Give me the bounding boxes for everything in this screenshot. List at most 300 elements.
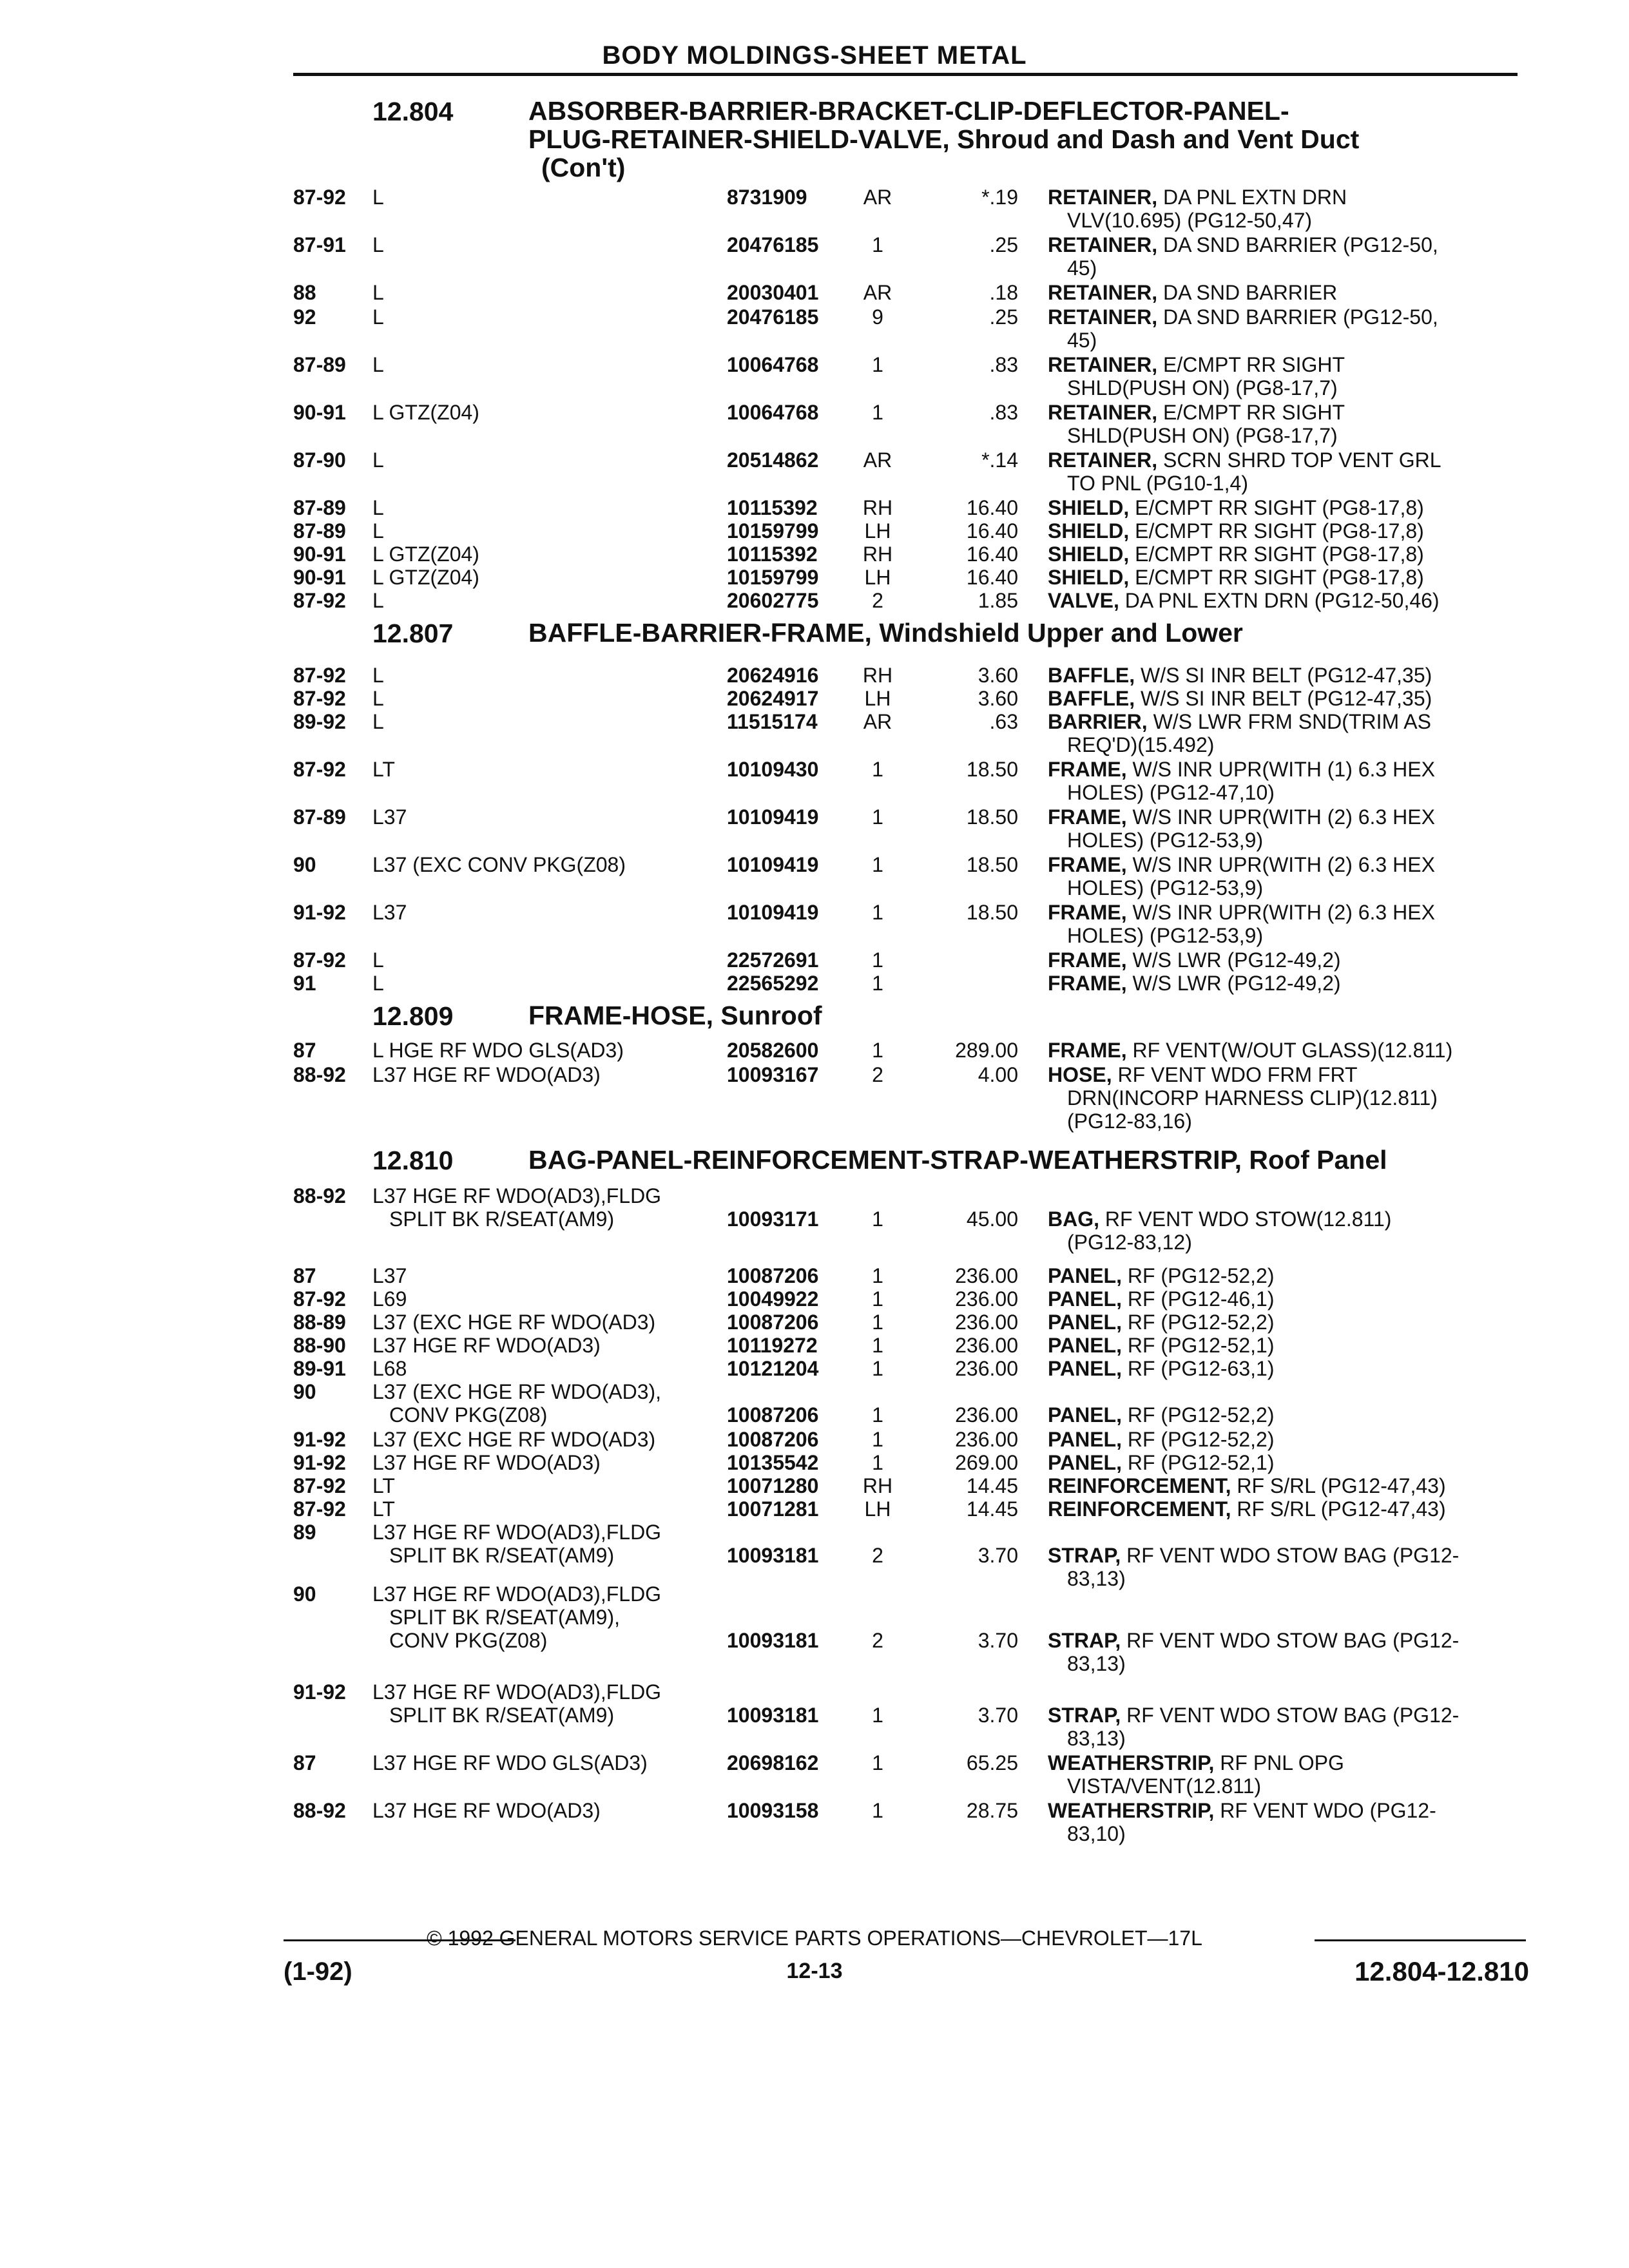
footer-date-code: (1-92) [284,1957,352,1986]
part-number: 10109430 [727,758,819,781]
part-number: 20624916 [727,664,819,687]
model-years: 87-92 [293,1474,346,1497]
description-name: REINFORCEMENT, [1048,1474,1231,1497]
part-number: 10093171 [727,1207,819,1231]
description-name: PANEL, [1048,1403,1122,1427]
description-name: FRAME, [1048,1039,1127,1062]
description-name: FRAME, [1048,758,1127,781]
vehicle-line [372,710,384,733]
vehicle-line-text: LT [372,1497,395,1521]
description-line: SHLD(PUSH ON) (PG8-17,7) [1067,376,1338,399]
quantity: 1 [872,758,883,781]
vehicle-line [372,1799,601,1822]
price: .63 [989,710,1018,733]
vehicle-line [372,1039,624,1062]
model-years: 88-92 [293,1063,346,1086]
part-number: 20030401 [727,281,819,304]
description [1048,853,1435,899]
description [1048,353,1345,399]
vehicle-line [372,1497,395,1521]
vehicle-line [372,589,384,612]
description [1048,805,1435,852]
description [1048,1039,1452,1062]
vehicle-line-text: L37 [372,1264,407,1287]
description-name: PANEL, [1048,1311,1122,1334]
model-years: 90 [293,853,316,876]
description-name: STRAP, [1048,1704,1121,1727]
model-years: 87-89 [293,496,346,519]
vehicle-line-text: SPLIT BK R/SEAT(AM9) [389,1704,615,1727]
part-number: 11515174 [727,710,818,733]
description-line: RETAINER, DA SND BARRIER (PG12-50, [1048,305,1438,329]
model-years: 87-92 [293,948,346,972]
quantity: 1 [872,1264,883,1287]
price: 3.70 [978,1704,1018,1727]
part-number: 20476185 [727,233,819,256]
vehicle-line [372,566,479,589]
vehicle-line-text: L37 (EXC HGE RF WDO(AD3), [372,1380,662,1403]
model-years: 88 [293,281,316,304]
vehicle-line-text: L [372,281,384,304]
vehicle-line-text: SPLIT BK R/SEAT(AM9) [389,1544,615,1567]
model-years: 91-92 [293,901,346,924]
model-years: 89 [293,1521,316,1544]
part-number: 10071281 [727,1497,819,1521]
description-name: RETAINER, [1048,448,1158,472]
vehicle-line [372,401,479,424]
model-years: 91-92 [293,1451,346,1474]
vehicle-line-text: L37 HGE RF WDO GLS(AD3) [372,1751,648,1774]
vehicle-line-text: L37 (EXC HGE RF WDO(AD3) [372,1311,656,1334]
section-number: 12.804 [372,97,454,126]
description-name: FRAME, [1048,901,1127,924]
vehicle-line-text: L37 HGE RF WDO(AD3) [372,1063,601,1086]
quantity: RH [862,1474,893,1497]
description-name: HOSE, [1048,1063,1112,1086]
description-name: BAFFLE, [1048,664,1135,687]
description-line: PANEL, RF (PG12-52,1) [1048,1334,1275,1357]
section-number: 12.810 [372,1146,454,1175]
description-line: BARRIER, W/S LWR FRM SND(TRIM AS [1048,710,1431,733]
price: 3.70 [978,1544,1018,1567]
price: 28.75 [966,1799,1018,1822]
description [1048,589,1440,612]
description-line: HOLES) (PG12-47,10) [1067,781,1275,804]
vehicle-line-text: L [372,496,384,519]
model-years: 87-89 [293,353,346,376]
description-line: HOLES) (PG12-53,9) [1067,829,1264,852]
description [1048,1497,1446,1521]
description [1048,710,1431,756]
price: 236.00 [955,1334,1018,1357]
part-number: 10109419 [727,805,819,829]
price: 3.70 [978,1629,1018,1652]
description [1048,305,1438,352]
vehicle-line [372,519,384,543]
description-name: BARRIER, [1048,710,1148,733]
price: 16.40 [966,519,1018,543]
description-name: FRAME, [1048,972,1127,995]
model-years: 88-92 [293,1184,346,1207]
model-years: 88-90 [293,1334,346,1357]
description-name: RETAINER, [1048,305,1158,329]
description-line: PANEL, RF (PG12-52,2) [1048,1428,1275,1451]
vehicle-line-text: L37 (EXC HGE RF WDO(AD3) [372,1428,656,1451]
model-years: 89-91 [293,1357,346,1380]
price: 16.40 [966,543,1018,566]
price: .83 [989,353,1018,376]
description [1048,186,1347,232]
description [1048,1287,1274,1311]
description-name: BAFFLE, [1048,687,1135,710]
model-years: 87 [293,1039,316,1062]
description [1048,1334,1274,1357]
price: 236.00 [955,1311,1018,1334]
part-number: 20624917 [727,687,819,710]
description [1048,496,1424,519]
vehicle-line-text: L37 HGE RF WDO(AD3),FLDG [372,1184,662,1207]
vehicle-line [372,1264,407,1287]
description [1048,1474,1446,1497]
description-line: (PG12-83,12) [1067,1231,1192,1254]
vehicle-line [372,1680,661,1727]
part-number: 22565292 [727,972,819,995]
quantity: 1 [872,353,883,376]
vehicle-line [372,1751,648,1774]
description-name: STRAP, [1048,1544,1121,1567]
vehicle-line-text: L [372,186,384,209]
vehicle-line-text: L37 HGE RF WDO(AD3),FLDG [372,1680,662,1704]
description-name: RETAINER, [1048,281,1158,304]
price: 236.00 [955,1287,1018,1311]
description [1048,1451,1274,1474]
description-name: FRAME, [1048,948,1127,972]
part-number: 10159799 [727,519,819,543]
model-years: 89-92 [293,710,346,733]
description-line: 45) [1067,329,1097,352]
description-line: RETAINER, DA SND BARRIER (PG12-50, [1048,233,1438,256]
part-number: 20582600 [727,1039,819,1062]
description [1048,1311,1274,1334]
description-line: HOLES) (PG12-53,9) [1067,876,1264,899]
vehicle-line-text: L37 [372,901,407,924]
description-name: SHIELD, [1048,519,1130,543]
model-years: 87-89 [293,519,346,543]
description-name: PANEL, [1048,1334,1122,1357]
part-number: 10109419 [727,901,819,924]
vehicle-line-text: L68 [372,1357,407,1380]
part-number: 10049922 [727,1287,819,1311]
price: 236.00 [955,1403,1018,1427]
description [1048,1357,1274,1380]
vehicle-line-text: SPLIT BK R/SEAT(AM9) [389,1207,615,1231]
description-line: SHIELD, E/CMPT RR SIGHT (PG8-17,8) [1048,496,1424,519]
description [1048,1704,1459,1750]
description-name: PANEL, [1048,1287,1122,1311]
model-years: 92 [293,305,316,329]
quantity: 1 [872,1751,883,1774]
description-name: PANEL, [1048,1357,1122,1380]
description-name: REINFORCEMENT, [1048,1497,1231,1521]
quantity: 1 [872,1287,883,1311]
page-title: BODY MOLDINGS-SHEET METAL [602,41,1027,70]
description-line: FRAME, W/S LWR (PG12-49,2) [1048,948,1341,972]
price: 236.00 [955,1428,1018,1451]
vehicle-line-text: LT [372,1474,395,1497]
vehicle-line-text: L37 HGE RF WDO(AD3) [372,1451,601,1474]
description-name: VALVE, [1048,589,1119,612]
description-line: PANEL, RF (PG12-52,2) [1048,1403,1275,1427]
quantity: 1 [872,853,883,876]
description-line: WEATHERSTRIP, RF PNL OPG [1048,1751,1344,1774]
vehicle-line-text: L [372,710,384,733]
vehicle-line [372,972,384,995]
description-line: FRAME, W/S INR UPR(WITH (2) 6.3 HEX [1048,853,1435,876]
description-line: REQ'D)(15.492) [1067,733,1215,756]
part-number: 20476185 [727,305,819,329]
price: 3.60 [978,664,1018,687]
model-years: 87 [293,1751,316,1774]
vehicle-line-text: L [372,519,384,543]
price: 236.00 [955,1264,1018,1287]
vehicle-line-text: L [372,972,384,995]
description-line: FRAME, W/S LWR (PG12-49,2) [1048,972,1341,995]
vehicle-line [372,1311,655,1334]
quantity: 1 [872,1428,883,1451]
quantity: RH [862,543,893,566]
description-line: PANEL, RF (PG12-63,1) [1048,1357,1275,1380]
vehicle-line [372,948,384,972]
description-line: TO PNL (PG10-1,4) [1067,472,1248,495]
vehicle-line [372,1063,601,1086]
quantity: AR [863,710,892,733]
quantity: 2 [872,1629,883,1652]
vehicle-line [372,543,479,566]
description-line: STRAP, RF VENT WDO STOW BAG (PG12- [1048,1544,1460,1567]
part-number: 10159799 [727,566,819,589]
quantity: 1 [872,1207,883,1231]
vehicle-line-text: SPLIT BK R/SEAT(AM9), [389,1606,621,1629]
section-title-line: (Con't) [541,153,626,182]
quantity: 1 [872,1357,883,1380]
model-years: 90-91 [293,566,346,589]
description-line: 83,13) [1067,1652,1126,1675]
description-line: 45) [1067,256,1097,280]
description-line: 83,13) [1067,1727,1126,1750]
model-years: 87-92 [293,664,346,687]
model-years: 87-91 [293,233,346,256]
model-years: 87 [293,1264,316,1287]
vehicle-line-text: L [372,353,384,376]
vehicle-line [372,687,384,710]
description [1048,1629,1459,1675]
model-years: 87-92 [293,687,346,710]
quantity: 9 [872,305,883,329]
part-number: 10093158 [727,1799,819,1822]
vehicle-line-text: L37 HGE RF WDO(AD3) [372,1334,601,1357]
description [1048,948,1341,972]
price: 4.00 [978,1063,1018,1086]
description-line: WEATHERSTRIP, RF VENT WDO (PG12- [1048,1799,1436,1822]
quantity: 1 [872,948,883,972]
description-name: RETAINER, [1048,353,1158,376]
description-name: BAG, [1048,1207,1099,1231]
vehicle-line-text: L [372,687,384,710]
price: .18 [989,281,1018,304]
vehicle-line [372,353,384,376]
description-line: PANEL, RF (PG12-46,1) [1048,1287,1275,1311]
description [1048,901,1435,947]
description [1048,972,1341,995]
description-line: 83,13) [1067,1567,1126,1590]
description [1048,448,1441,495]
vehicle-line [372,305,384,329]
part-number: 10135542 [727,1451,819,1474]
section-title-line: BAFFLE-BARRIER-FRAME, Windshield Upper and Lower [528,618,1243,648]
description [1048,401,1345,447]
quantity: 1 [872,401,883,424]
quantity: 1 [872,1039,883,1062]
quantity: 1 [872,1451,883,1474]
description-line: BAG, RF VENT WDO STOW(12.811) [1048,1207,1392,1231]
part-number: 10087206 [727,1428,819,1451]
description-name: PANEL, [1048,1264,1122,1287]
description-line: VALVE, DA PNL EXTN DRN (PG12-50,46) [1048,589,1440,612]
description [1048,1403,1274,1427]
model-years: 91-92 [293,1680,346,1704]
price: *.19 [981,186,1018,209]
part-number: 10119272 [727,1334,818,1357]
section-title-line: PLUG-RETAINER-SHIELD-VALVE, Shroud and Dash and Vent Duct [528,124,1360,154]
vehicle-line [372,1184,661,1231]
part-number: 20514862 [727,448,819,472]
description-name: SHIELD, [1048,566,1130,589]
part-number: 10109419 [727,853,819,876]
description-name: FRAME, [1048,805,1127,829]
price: 1.85 [978,589,1018,612]
description-line: RETAINER, DA SND BARRIER [1048,281,1338,304]
vehicle-line-text: L69 [372,1287,407,1311]
model-years: 90-91 [293,543,346,566]
vehicle-line [372,281,384,304]
footer-page-number: 12-13 [786,1959,843,1983]
part-number: 10064768 [727,353,819,376]
description-name: RETAINER, [1048,233,1158,256]
model-years: 91 [293,972,316,995]
description [1048,687,1432,710]
vehicle-line-text: L [372,589,384,612]
description-line: BAFFLE, W/S SI INR BELT (PG12-47,35) [1048,687,1432,710]
description-name: RETAINER, [1048,401,1158,424]
vehicle-line-text: L GTZ(Z04) [372,401,479,424]
price: 14.45 [966,1474,1018,1497]
section-number: 12.809 [372,1001,454,1031]
quantity: 1 [872,233,883,256]
quantity: 1 [872,805,883,829]
description [1048,758,1435,804]
model-years: 90-91 [293,401,346,424]
price: 65.25 [966,1751,1018,1774]
model-years: 88-92 [293,1799,346,1822]
quantity: 1 [872,901,883,924]
vehicle-line [372,186,384,209]
header-rule [293,73,1518,76]
vehicle-line-text: L GTZ(Z04) [372,543,479,566]
model-years: 87-92 [293,1287,346,1311]
part-number: 10093167 [727,1063,819,1086]
part-number: 10115392 [727,496,818,519]
description-line: 83,10) [1067,1822,1126,1845]
part-number: 10093181 [727,1629,819,1652]
vehicle-line [372,1451,601,1474]
model-years: 87-89 [293,805,346,829]
part-number: 20602775 [727,589,819,612]
description-line: PANEL, RF (PG12-52,1) [1048,1451,1275,1474]
vehicle-line [372,1474,395,1497]
vehicle-line-text: L [372,448,384,472]
quantity: 1 [872,1799,883,1822]
description [1048,1544,1459,1590]
model-years: 90 [293,1582,316,1606]
quantity: 1 [872,1334,883,1357]
description [1048,543,1424,566]
price: 14.45 [966,1497,1018,1521]
model-years: 87-92 [293,186,346,209]
model-years: 87-92 [293,758,346,781]
quantity: AR [863,186,892,209]
price: 18.50 [966,805,1018,829]
description-name: WEATHERSTRIP, [1048,1799,1215,1822]
description-line: RETAINER, SCRN SHRD TOP VENT GRL [1048,448,1441,472]
description-line: SHIELD, E/CMPT RR SIGHT (PG8-17,8) [1048,566,1424,589]
vehicle-line [372,496,384,519]
description-line: SHIELD, E/CMPT RR SIGHT (PG8-17,8) [1048,519,1424,543]
vehicle-line [372,853,626,876]
part-number: 10087206 [727,1403,819,1427]
description [1048,1751,1344,1798]
vehicle-line-text: L37 (EXC CONV PKG(Z08) [372,853,626,876]
description-line: RETAINER, E/CMPT RR SIGHT [1048,401,1345,424]
description-line: HOLES) (PG12-53,9) [1067,924,1264,947]
vehicle-line-text: L [372,233,384,256]
description [1048,566,1424,589]
part-number: 20698162 [727,1751,819,1774]
quantity: LH [864,1497,891,1521]
vehicle-line [372,1582,661,1652]
vehicle-line [372,664,384,687]
description [1048,281,1337,304]
vehicle-line-text: CONV PKG(Z08) [389,1629,548,1652]
price: 236.00 [955,1357,1018,1380]
vehicle-line-text: L37 HGE RF WDO(AD3) [372,1799,601,1822]
description-name: RETAINER, [1048,186,1158,209]
section-title-line: FRAME-HOSE, Sunroof [528,1001,822,1030]
description-line: DRN(INCORP HARNESS CLIP)(12.811) [1067,1086,1438,1110]
part-number: 10087206 [727,1264,819,1287]
description-name: WEATHERSTRIP, [1048,1751,1215,1774]
model-years: 87-92 [293,589,346,612]
vehicle-line [372,233,384,256]
description-line: VISTA/VENT(12.811) [1067,1774,1262,1798]
description-line: SHIELD, E/CMPT RR SIGHT (PG8-17,8) [1048,543,1424,566]
vehicle-line [372,448,384,472]
vehicle-line-text: L37 HGE RF WDO(AD3),FLDG [372,1582,662,1606]
vehicle-line [372,1428,655,1451]
vehicle-line [372,758,395,781]
price: 269.00 [955,1451,1018,1474]
quantity: 1 [872,972,883,995]
part-number: 10064768 [727,401,819,424]
